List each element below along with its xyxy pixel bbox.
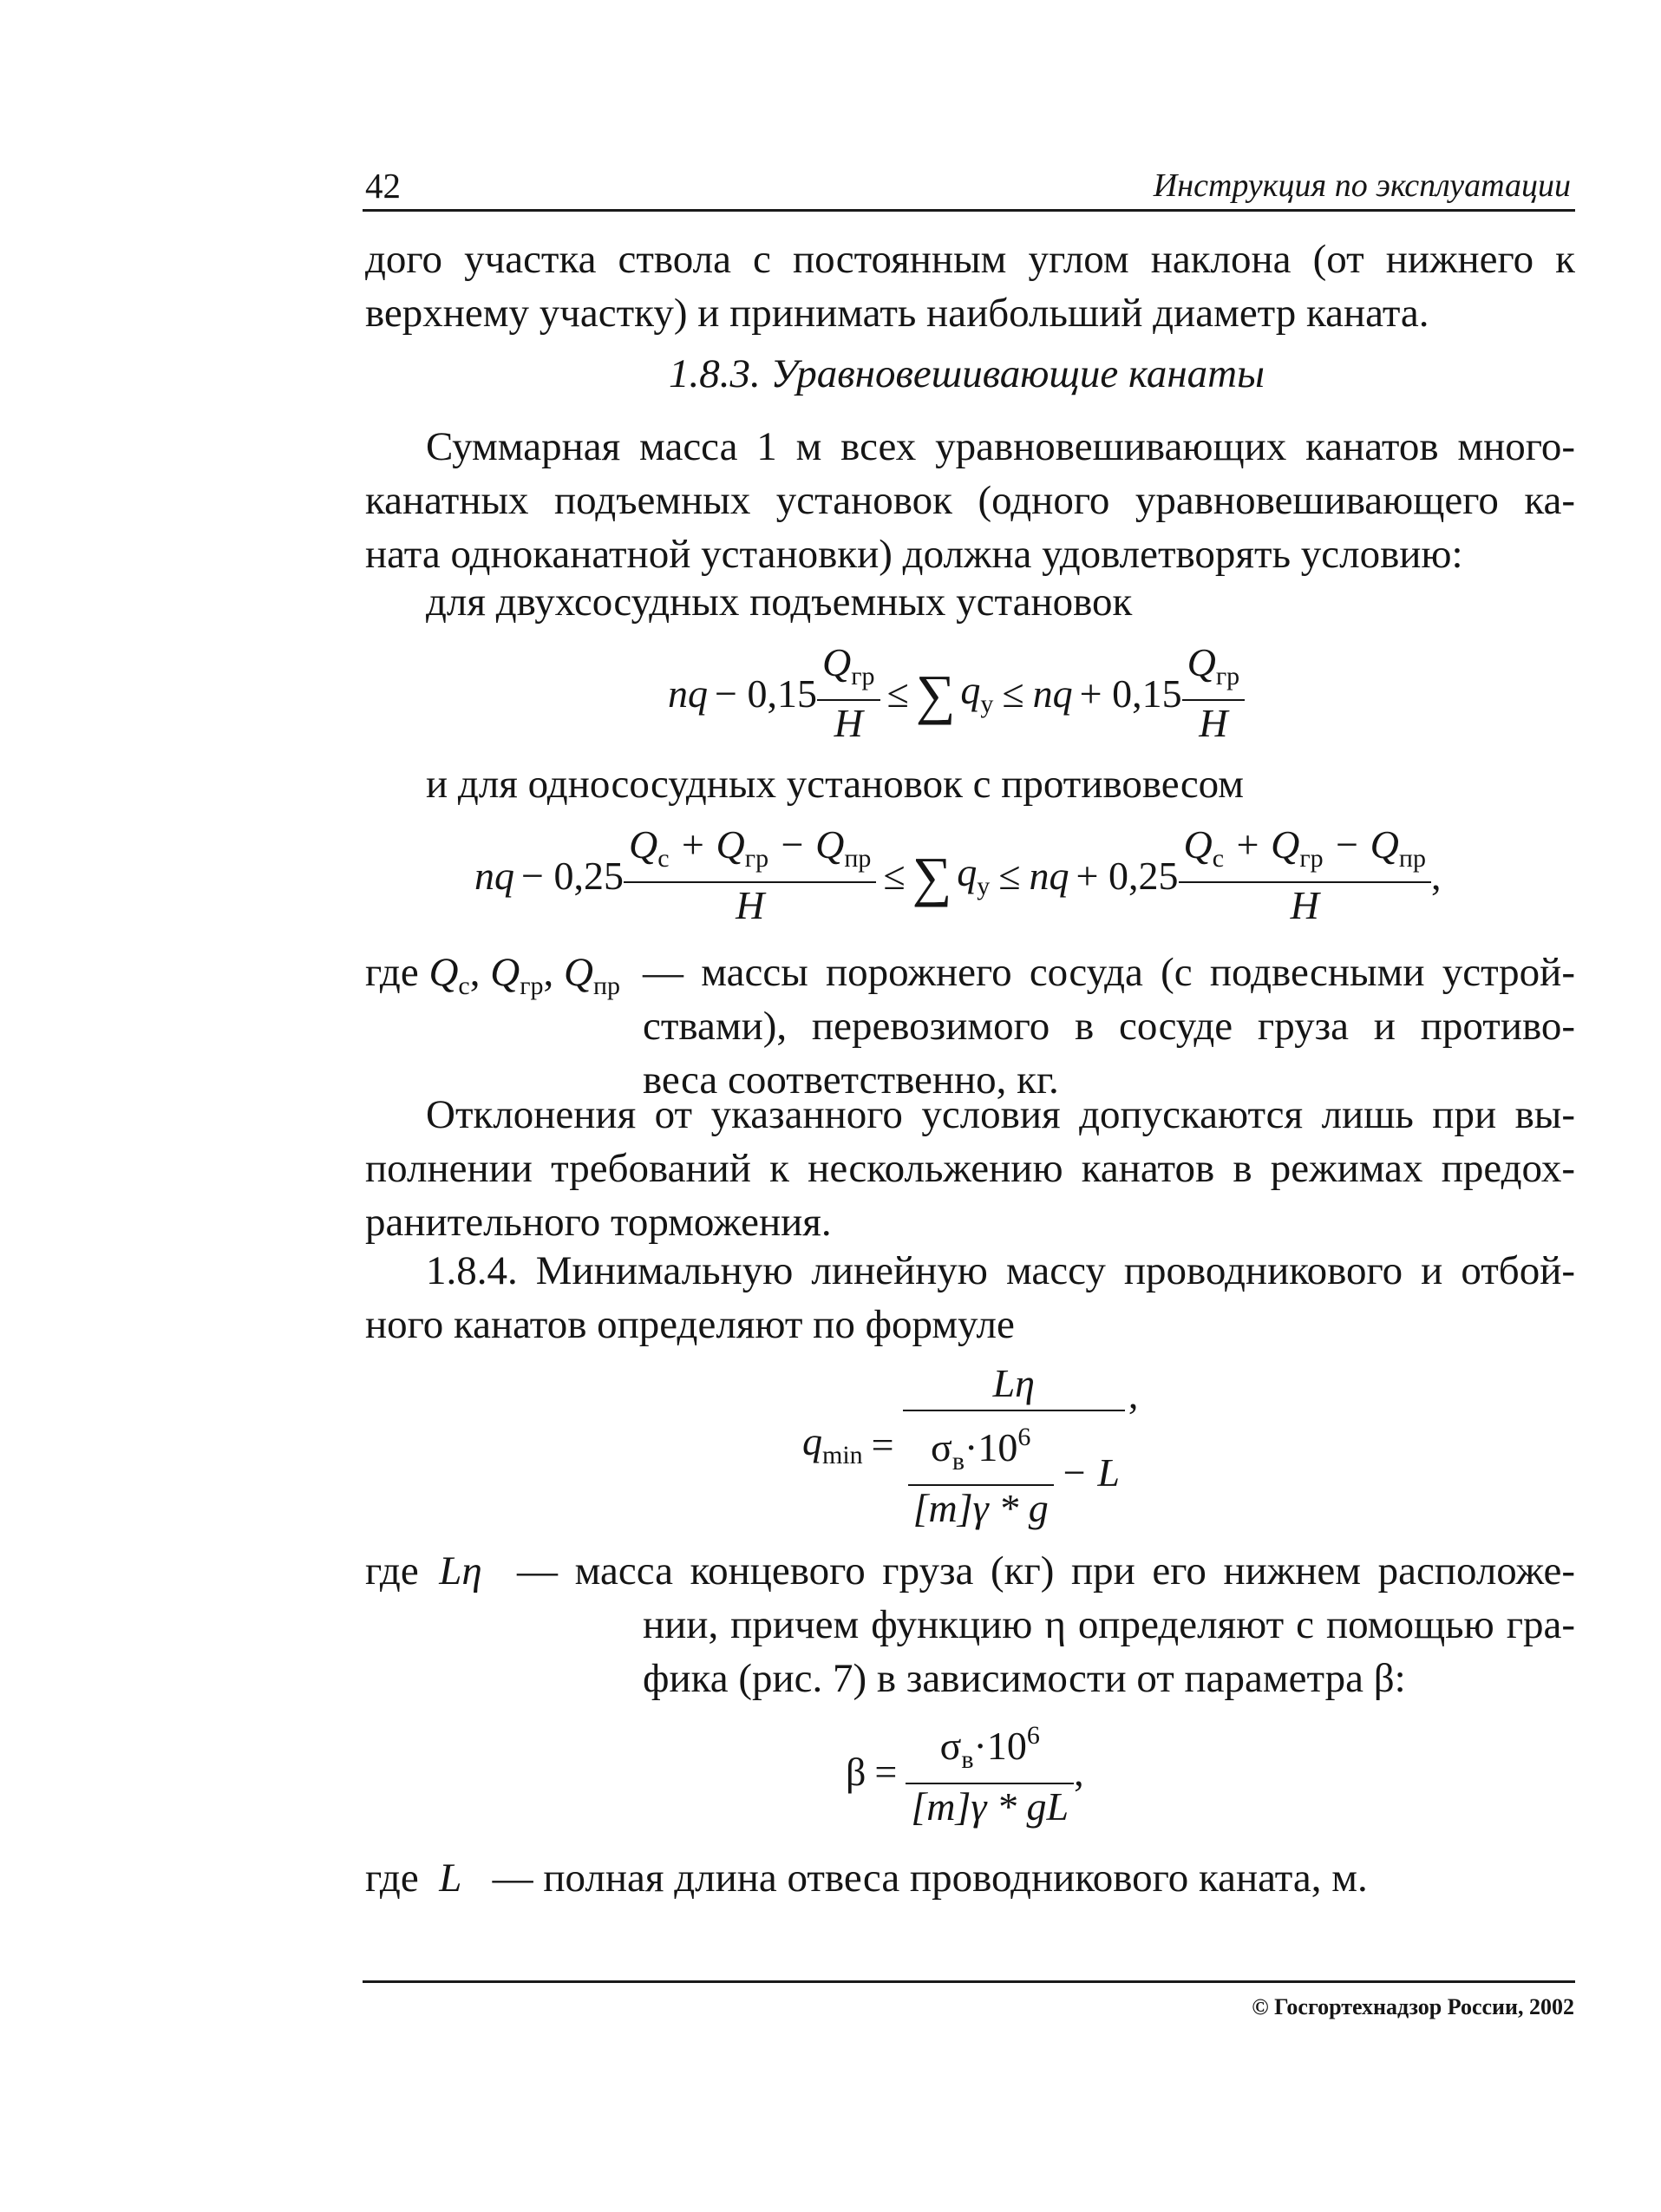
running-title: Инструкция по эксплуатации <box>1153 167 1571 204</box>
text-line: полнении требований к нескольжению канатов в режимах предох- <box>365 1146 1575 1191</box>
paragraph-mass <box>365 420 1575 581</box>
text-line: — масса концевого груза (кг) при его нижнем расположе- <box>517 1548 1575 1594</box>
fraction-numerator: $Q_{гр}$ <box>1187 640 1240 690</box>
formula-term: $q_у$ <box>960 668 994 718</box>
fraction-denominator: H <box>624 881 876 928</box>
text-line: — массы порожнего сосуда (с подвесными устрой- <box>643 950 1575 995</box>
formula-one-vessel <box>474 822 1441 928</box>
formula-term: $q_{min}$ <box>802 1419 863 1469</box>
inner-fraction <box>908 1415 1054 1531</box>
variable-q: Q <box>428 950 459 995</box>
fraction-denominator <box>903 1410 1125 1531</box>
sum-symbol: ∑ <box>915 664 956 725</box>
formula-term: $q_у$ <box>957 850 991 900</box>
where-lead-1: где $Q_с$, $Q_{гр}$, $Q_{пр}$ <box>365 950 621 1000</box>
fraction <box>906 1713 1074 1829</box>
section-heading: 1.8.3. Уравновешивающие канаты <box>669 351 1265 396</box>
fraction-denominator: H <box>1179 881 1431 928</box>
formula-term: + 0,25 <box>1076 853 1179 898</box>
text-line: фика (рис. 7) в зависимости от параметра β: <box>643 1656 1406 1701</box>
footer-rule <box>363 1980 1575 1983</box>
fraction <box>1182 640 1246 746</box>
formula-term: − L <box>1060 1450 1120 1495</box>
paragraph-deviation <box>365 1088 1575 1249</box>
where-lead-2: где Lη <box>365 1548 482 1594</box>
fraction <box>903 1358 1125 1531</box>
page-number: 42 <box>365 166 401 206</box>
inner-numerator: $\sigma_в\cdot 10^6$ <box>931 1423 1031 1476</box>
paragraph-two-vessel <box>426 575 1132 629</box>
paragraph-min-mass <box>365 1244 1575 1351</box>
text-line: Суммарная масса 1 м всех уравновешивающих канатов много- <box>426 424 1575 469</box>
equals-symbol: = <box>874 1749 898 1794</box>
text-line: ната одноканатной установки) должна удовлетворять условию: <box>365 532 1463 577</box>
equals-symbol: = <box>871 1422 894 1467</box>
formula-term: β <box>846 1749 866 1794</box>
formula-term: − 0,25 <box>521 853 624 898</box>
le-symbol: ≤ <box>1002 671 1024 716</box>
fraction <box>817 640 880 746</box>
le-symbol: ≤ <box>886 671 909 716</box>
fraction <box>1179 822 1431 928</box>
fraction-numerator: Lη <box>992 1361 1035 1405</box>
formula-term: − 0,15 <box>715 671 817 716</box>
text-line: канатных подъемных установок (одного уравновешивающего ка- <box>365 478 1575 523</box>
copyright: © Госгортехнадзор России, 2002 <box>1252 1994 1574 2019</box>
formula-term: nq <box>1032 671 1073 716</box>
formula-comma: , <box>1074 1749 1084 1794</box>
text-line: Отклонения от указанного условия допускаются лишь при вы- <box>426 1092 1575 1137</box>
fraction-numerator: $\sigma_в\cdot 10^6$ <box>939 1721 1040 1774</box>
text-line: ного канатов определяют по формуле <box>365 1302 1015 1347</box>
text-line: дого участка ствола с постоянным углом наклона (от нижнего к <box>365 237 1575 282</box>
text-line: ранительного торможения. <box>365 1200 832 1245</box>
where-definition-2 <box>517 1544 1575 1705</box>
formula-term: nq <box>1029 853 1069 898</box>
header-rule <box>363 209 1575 212</box>
formula-term: nq <box>668 671 708 716</box>
formula-beta <box>846 1713 1084 1829</box>
fraction-numerator: $Q_{гр}$ <box>821 640 875 690</box>
inner-denominator: [m]γ * g <box>908 1484 1054 1531</box>
formula-two-vessel <box>668 640 1245 746</box>
text-line: 1.8.4. Минимальную линейную массу проводникового и отбой- <box>426 1248 1575 1293</box>
le-symbol: ≤ <box>998 853 1021 898</box>
variable-l: L <box>439 1855 462 1901</box>
formula-term: nq <box>474 853 514 898</box>
text-line: верхнему участку) и принимать наибольший диаметр каната. <box>365 291 1429 336</box>
fraction-denominator: H <box>817 699 880 746</box>
text-line: для двухсосудных подъемных установок <box>426 579 1133 625</box>
formula-qmin <box>802 1358 1138 1531</box>
paragraph-one-vessel <box>426 757 1244 811</box>
fraction <box>624 822 876 928</box>
formula-comma: , <box>1128 1371 1139 1417</box>
sum-symbol: ∑ <box>912 846 952 907</box>
fraction-denominator: H <box>1182 699 1246 746</box>
fraction-numerator: $Q_с + Q_{гр} - Q_{пр}$ <box>628 822 872 873</box>
formula-term: + 0,15 <box>1079 671 1182 716</box>
paragraph-continuation <box>365 232 1575 340</box>
variable-l-eta: Lη <box>439 1548 482 1594</box>
text-line: нии, причем функцию η определяют с помощью гра- <box>643 1602 1575 1647</box>
fraction-numerator: $Q_с + Q_{гр} - Q_{пр}$ <box>1183 822 1426 873</box>
text-line: веса соответственно, кг. <box>643 1057 1059 1103</box>
where-definition-3: где L — полная длина отвеса проводникового каната, м. <box>365 1855 1368 1901</box>
text-line: и для однососудных установок с противовесом <box>426 762 1245 807</box>
formula-comma: , <box>1430 853 1442 898</box>
where-definition-1 <box>643 946 1575 1107</box>
le-symbol: ≤ <box>883 853 906 898</box>
text-line: ствами), перевозимого в сосуде груза и противо- <box>643 1004 1575 1049</box>
fraction-denominator: [m]γ * gL <box>906 1783 1074 1829</box>
